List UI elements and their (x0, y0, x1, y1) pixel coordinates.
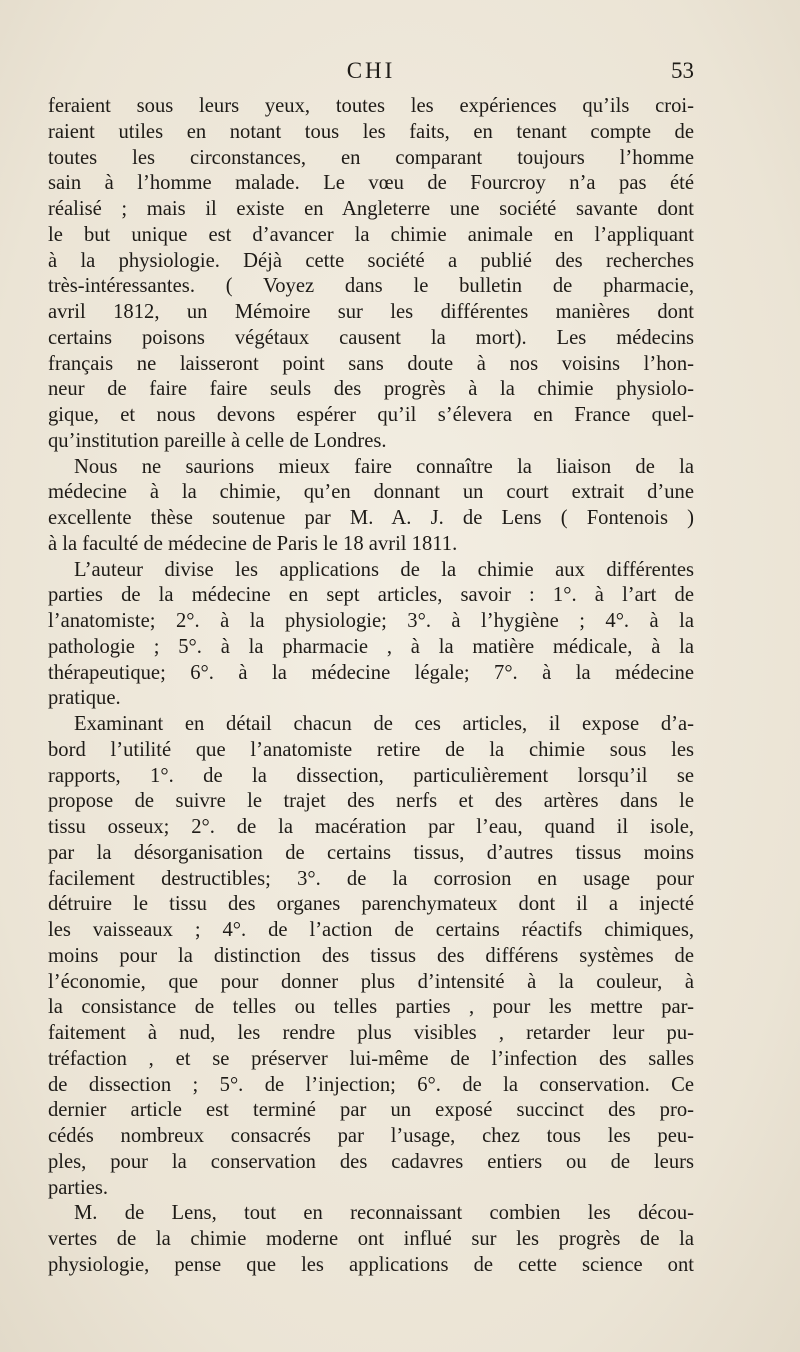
text-line: toutes les circonstances, en comparant toujours l’homme (48, 146, 694, 169)
text-line: rapports, 1°. de la dissection, particulièrement lorsqu’il se (48, 764, 694, 787)
text-line: qu’institution pareille à celle de Londres. (48, 429, 387, 452)
text-line: pratique. (48, 687, 121, 710)
text-line: avril 1812, un Mémoire sur les différentes manières dont (48, 301, 694, 323)
text-line: gique, et nous devons espérer qu’il s’élevera en France quel- (48, 404, 694, 426)
text-line: sain à l’homme malade. Le vœu de Fourcroy n’a pas été (48, 172, 694, 195)
text-line: M. de Lens, tout en reconnaissant combien les décou- (74, 1202, 694, 1225)
text-line: à la faculté de médecine de Paris le 18 avril 1811. (48, 532, 458, 555)
text-line: la consistance de telles ou telles parties , pour les mettre par- (48, 996, 694, 1019)
text-line: excellente thèse soutenue par M. A. J. de Lens ( Fontenois ) (48, 507, 694, 529)
text-line: raient utiles en notant tous les faits, en tenant compte de (48, 120, 694, 143)
page-number: 53 (671, 58, 694, 83)
text-line: médecine à la chimie, qu’en donnant un court extrait d’une (48, 481, 694, 504)
text-line: neur de faire faire seuls des progrès à la chimie physiolo- (48, 378, 694, 401)
text-line: certains poisons végétaux causent la mort). Les médecins (48, 326, 694, 349)
text-line: Examinant en détail chacun de ces articles, il expose d’a- (74, 713, 694, 735)
text-line: bord l’utilité que l’anatomiste retire de la chimie sous les (48, 738, 694, 761)
text-line: français ne laisseront point sans doute à nos voisins l’hon- (48, 352, 694, 375)
text-line: ples, pour la conservation des cadavres entiers ou de leurs (48, 1150, 694, 1173)
text-line: moins pour la distinction des tissus des différens systèmes de (48, 944, 694, 967)
text-line: Nous ne saurions mieux faire connaître la liaison de la (74, 455, 694, 478)
page-header (48, 58, 694, 90)
text-line: physiologie, pense que les applications de cette science ont (48, 1253, 694, 1276)
text-line: faitement à nud, les rendre plus visibles , retarder leur pu- (48, 1022, 694, 1044)
text-line: l’économie, que pour donner plus d’intensité à la couleur, à (48, 970, 694, 993)
text-line: tissu osseux; 2°. de la macération par l’eau, quand il isole, (48, 816, 694, 838)
text-line: L’auteur divise les applications de la chimie aux différentes (74, 558, 694, 581)
body-text (48, 94, 694, 1279)
text-line: cédés nombreux consacrés par l’usage, chez tous les peu- (48, 1125, 694, 1147)
text-line: tréfaction , et se préserver lui-même de l’infection des salles (48, 1047, 694, 1070)
text-line: les vaisseaux ; 4°. de l’action de certains réactifs chimiques, (48, 919, 694, 941)
text-line: l’anatomiste; 2°. à la physiologie; 3°. à l’hygiène ; 4°. à la (48, 610, 694, 632)
text-line: réalisé ; mais il existe en Angleterre une société savante dont (48, 198, 694, 220)
text-line: par la désorganisation de certains tissus, d’autres tissus moins (48, 841, 694, 864)
text-line: dernier article est terminé par un exposé succinct des pro- (48, 1099, 694, 1122)
text-line: pathologie ; 5°. à la pharmacie , à la matière médicale, à la (48, 635, 694, 658)
text-line: à la physiologie. Déjà cette société a publié des recherches (48, 249, 694, 272)
text-line: parties de la médecine en sept articles, savoir : 1°. à l’art de (48, 584, 694, 607)
text-line: feraient sous leurs yeux, toutes les expériences qu’ils croi- (48, 95, 694, 117)
text-line: thérapeutique; 6°. à la médecine légale; 7°. à la médecine (48, 661, 694, 684)
text-line: propose de suivre le trajet des nerfs et des artères dans le (48, 790, 694, 813)
text-line: détruire le tissu des organes parenchymateux dont il a injecté (48, 893, 694, 916)
text-line: facilement destructibles; 3°. de la corrosion en usage pour (48, 867, 694, 890)
running-head: CHI (346, 58, 396, 83)
text-line: très-intéressantes. ( Voyez dans le bulletin de pharmacie, (48, 275, 694, 298)
text-line: vertes de la chimie moderne ont influé sur les progrès de la (48, 1228, 694, 1250)
text-line: le but unique est d’avancer la chimie animale en l’appliquant (48, 223, 694, 246)
text-line: parties. (48, 1176, 109, 1199)
text-line: de dissection ; 5°. de l’injection; 6°. de la conservation. Ce (48, 1073, 694, 1096)
